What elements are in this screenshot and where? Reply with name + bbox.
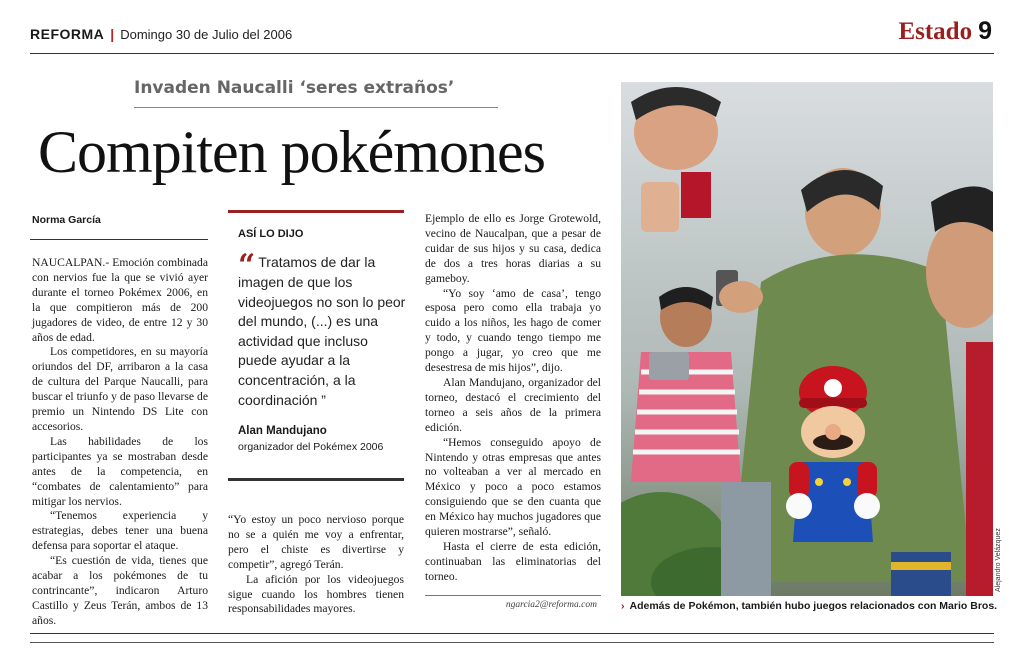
author-email: ngarcia2@reforma.com	[505, 600, 597, 610]
pull-quote-text: Tratamos de dar la imagen de que los videojuegos no son lo peor del mundo, (...) es una actividad que incluso puede ayudar a la concentración, a la coordinación ”	[238, 254, 406, 408]
header-rule	[30, 53, 994, 54]
paragraph: La afición por los videojuegos sigue cuando los hombres tienen responsabilidades mayores.	[228, 572, 404, 616]
photo-caption	[621, 600, 997, 612]
kicker: Invaden Naucalli ‘seres extraños’	[134, 78, 455, 98]
footer-rule-secondary	[30, 642, 994, 643]
issue-date: Domingo 30 de Julio del 2006	[120, 27, 293, 42]
quote-mark-icon: “	[238, 248, 256, 283]
masthead-separator: |	[110, 26, 115, 42]
newspaper-name: REFORMA	[30, 26, 105, 42]
section-name: Estado	[898, 18, 973, 45]
paragraph: Alan Mandujano, organizador del torneo, destacó el crecimiento del torneo a seis años de la primera edición.	[425, 375, 601, 434]
byline: Norma García	[32, 214, 101, 226]
paragraph: Las habilidades de los participantes ya se mostraban desde antes de la competencia, en “combates de calentamiento” para mitigar los nervios.	[32, 434, 208, 508]
news-photo	[621, 82, 993, 596]
paragraph: “Yo estoy un poco nervioso porque no se a quién me voy a enfrentar, pero el chiste es divertirse y competir”, agregó Terán.	[228, 513, 404, 571]
email-rule	[425, 595, 601, 596]
pull-quote-top-rule	[228, 210, 404, 213]
paragraph: Los competidores, en su mayoría oriundos del DF, arribaron a la casa de cultura del Parque Naucalli, para buscar el triunfo y de paso llevarse de premio un Nintendo DS Lite con accesorios.	[32, 345, 208, 433]
article-column-2	[228, 513, 404, 617]
paragraph: “Yo soy ‘amo de casa’, tengo esposa pero como ella trabaja yo cuido a los niños, les hago de comer y todo, y cuando tengo tiempo me pongo a jugar, yo creo que me desestresa de mis hijos”, dijo.	[425, 286, 601, 375]
photo-caption-text: Además de Pokémon, también hubo juegos relacionados con Mario Bros.	[629, 600, 998, 612]
article-column-1	[32, 256, 208, 629]
article-column-3	[425, 212, 601, 585]
section-label	[898, 17, 992, 46]
pull-quote-author: Alan Mandujano	[238, 425, 327, 437]
pull-quote	[238, 248, 408, 410]
paragraph: “Es cuestión de vida, tienes que acabar a los pokémones de tu contrincante”, indicaron Arturo Castillo y Zeus Terán, ambos de 13 años.	[32, 554, 208, 627]
paragraph: “Hemos conseguido apoyo de Nintendo y otras empresas que antes no volteaban a ver al mercado en México y poco a poco estamos consiguiendo que se den cuanta que en México hay muchos jugadores que quieren mostrarse”, señaló.	[425, 435, 601, 539]
caption-arrow-icon: ›	[621, 600, 625, 612]
paragraph: Hasta el cierre de esta edición, continuaban las eliminatorias del torneo.	[425, 539, 601, 583]
footer-rule	[30, 633, 994, 634]
pull-quote-label: ASÍ LO DIJO	[238, 228, 304, 240]
byline-rule	[30, 239, 208, 240]
paragraph: “Tenemos experiencia y estrategias, debes tener una buena defensa para soportar el ataque.	[32, 509, 208, 553]
pull-quote-role: organizador del Pokémex 2006	[238, 441, 384, 453]
headline: Compiten pokémones	[38, 119, 545, 185]
photo-credit: Alejandro Velázquez	[995, 528, 1002, 592]
pull-quote-bottom-rule	[228, 478, 404, 481]
masthead	[30, 26, 292, 42]
paragraph: NAUCALPAN.- Emoción combinada con nervios fue la que se vivió ayer durante el torneo Pokémex 2006, en la que compitieron más de 200 jugadores de video, de entre 12 y 30 años de edad.	[32, 256, 208, 344]
paragraph: Ejemplo de ello es Jorge Grotewold, vecino de Naucalpan, que a pesar de cuidar de sus hijos y su casa, dedica de dos a tres horas diarias a su gameboy.	[425, 212, 601, 285]
kicker-rule	[134, 107, 498, 108]
page-number: 9	[978, 17, 992, 45]
